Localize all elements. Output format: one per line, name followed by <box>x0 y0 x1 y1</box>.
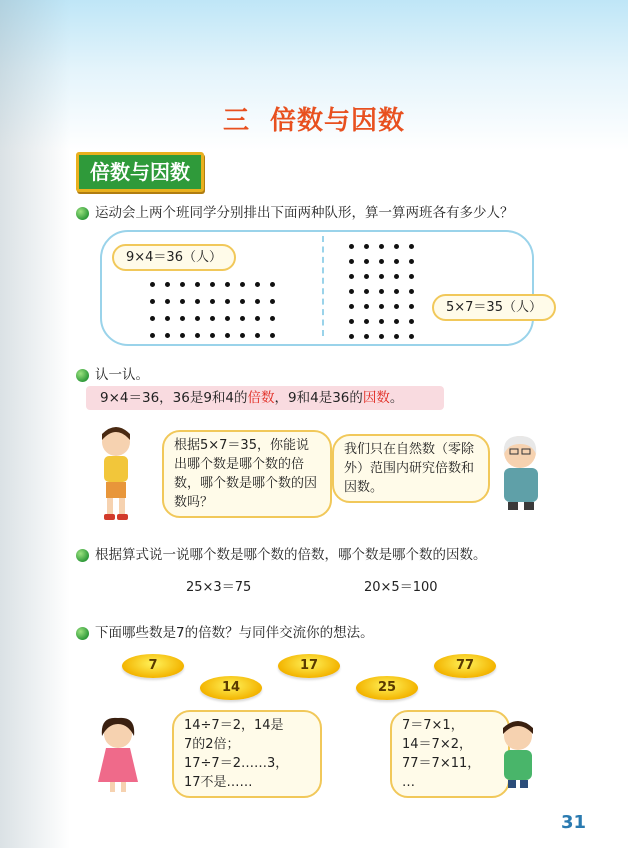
definition-text: ，9和4是36的 <box>274 390 363 406</box>
formation-dot <box>240 316 245 321</box>
boy-line: 77＝7×11， <box>402 756 481 771</box>
formation-dot <box>240 282 245 287</box>
girl-line: 14÷7＝2，14是 <box>184 718 284 733</box>
formation-dot <box>210 299 215 304</box>
formation-dot <box>349 319 354 324</box>
equation-1: 25×3＝75 <box>186 580 252 595</box>
formation-dot <box>394 319 399 324</box>
bullet-icon <box>76 207 89 220</box>
formation-dot <box>195 299 200 304</box>
formation-dot <box>379 319 384 324</box>
formation-dot <box>270 299 275 304</box>
formation-dot <box>165 316 170 321</box>
formation-dot <box>409 244 414 249</box>
formation-dot <box>364 319 369 324</box>
chapter-number: 三 <box>222 106 250 136</box>
bullet-icon <box>76 549 89 562</box>
formation-dot <box>270 282 275 287</box>
formation-dot <box>379 244 384 249</box>
formation-dot <box>180 282 185 287</box>
formation-dot <box>225 299 230 304</box>
formation-dot <box>240 333 245 338</box>
formation-dot <box>210 316 215 321</box>
boy-line: 14＝7×2， <box>402 737 472 752</box>
definition-text: 9×4＝36，36是9和4的 <box>100 390 248 406</box>
formation-dot <box>225 282 230 287</box>
formation-dot <box>165 282 170 287</box>
term-factor: 因数 <box>362 390 390 406</box>
bullet-icon <box>76 369 89 382</box>
formation-dot <box>165 333 170 338</box>
girl-line: 17÷7＝2……3， <box>184 756 289 771</box>
formation-dot <box>394 334 399 339</box>
formation-dot <box>364 304 369 309</box>
question-1 <box>76 204 514 222</box>
boy-answer-bubble <box>390 710 510 798</box>
formation-dot <box>195 282 200 287</box>
left-equation-bubble: 9×4＝36（人） <box>112 244 236 271</box>
formation-dot <box>379 304 384 309</box>
formation-dot <box>394 289 399 294</box>
formation-dot <box>379 289 384 294</box>
formation-dot <box>409 259 414 264</box>
term-multiple: 倍数 <box>247 390 275 406</box>
equation-2: 20×5＝100 <box>364 580 438 595</box>
boy-thinking-illustration <box>94 424 138 524</box>
formation-dot <box>364 334 369 339</box>
formation-dot <box>150 282 155 287</box>
formation-dot <box>394 274 399 279</box>
formation-dot <box>270 333 275 338</box>
formation-dot <box>210 282 215 287</box>
boy-illustration <box>494 718 544 790</box>
formation-dot <box>210 333 215 338</box>
question-4 <box>76 624 374 642</box>
girl-line: 7的2倍； <box>184 737 240 752</box>
number-coin: 17 <box>278 654 340 678</box>
formation-dot <box>349 244 354 249</box>
question-1-text: 运动会上两个班同学分别排出下面两种队形，算一算两班各有多少人？ <box>95 205 514 221</box>
number-coin: 77 <box>434 654 496 678</box>
formation-dot <box>255 299 260 304</box>
formation-dot <box>195 316 200 321</box>
formation-dot <box>349 334 354 339</box>
girl-speech-bubble <box>172 710 322 798</box>
question-3 <box>76 546 487 564</box>
formation-dot <box>180 333 185 338</box>
formation-dot <box>379 274 384 279</box>
number-coin: 14 <box>200 676 262 700</box>
section-badge: 倍数与因数 <box>76 152 204 192</box>
formation-dot <box>255 333 260 338</box>
divider <box>322 236 324 336</box>
boy-speech-bubble: 根据5×7＝35，你能说出哪个数是哪个数的倍数，哪个数是哪个数的因数吗？ <box>162 430 332 518</box>
formation-dot <box>150 316 155 321</box>
formation-dot <box>165 299 170 304</box>
formation-dot <box>409 319 414 324</box>
formation-dot <box>364 244 369 249</box>
formation-dot <box>409 289 414 294</box>
formation-dot <box>349 274 354 279</box>
girl-illustration <box>94 716 142 796</box>
girl-line: 17不是…… <box>184 775 253 790</box>
formation-dot <box>240 299 245 304</box>
page-number: 31 <box>560 812 586 833</box>
formation-9x4 <box>150 282 285 338</box>
right-equation-bubble: 5×7＝35（人） <box>432 294 556 321</box>
formation-dot <box>255 282 260 287</box>
bullet-icon <box>76 627 89 640</box>
formation-dot <box>270 316 275 321</box>
definition-bar <box>86 386 444 410</box>
formation-5x7 <box>349 244 424 339</box>
formation-dot <box>225 316 230 321</box>
definition-text: 。 <box>389 390 404 406</box>
question-2 <box>76 366 149 384</box>
formation-dot <box>150 299 155 304</box>
formation-dot <box>349 304 354 309</box>
question-3-text: 根据算式说一说哪个数是哪个数的倍数，哪个数是哪个数的因数。 <box>95 547 487 563</box>
formation-dot <box>349 259 354 264</box>
formation-dot <box>394 304 399 309</box>
formation-dot <box>349 289 354 294</box>
formation-dot <box>379 259 384 264</box>
question-2-title: 认一认。 <box>95 367 149 383</box>
formation-dot <box>364 259 369 264</box>
formation-dot <box>195 333 200 338</box>
boy-line: … <box>402 775 415 790</box>
teacher-speech-bubble: 我们只在自然数（零除外）范围内研究倍数和因数。 <box>332 434 490 503</box>
chapter-title <box>0 100 628 137</box>
question-4-text: 下面哪些数是7的倍数？与同伴交流你的想法。 <box>95 625 374 641</box>
formation-dot <box>255 316 260 321</box>
formation-dot <box>394 244 399 249</box>
formation-dot <box>409 274 414 279</box>
chapter-name: 倍数与因数 <box>270 106 406 136</box>
formation-dot <box>180 299 185 304</box>
formation-dot <box>180 316 185 321</box>
boy-line: 7＝7×1， <box>402 718 464 733</box>
formation-dot <box>150 333 155 338</box>
formation-dot <box>225 333 230 338</box>
formation-dot <box>394 259 399 264</box>
formation-dot <box>364 289 369 294</box>
formation-dot <box>379 334 384 339</box>
formation-dot <box>409 304 414 309</box>
teacher-illustration <box>492 432 552 512</box>
formation-dot <box>409 334 414 339</box>
formation-dot <box>364 274 369 279</box>
number-coin: 25 <box>356 676 418 700</box>
number-coin: 7 <box>122 654 184 678</box>
